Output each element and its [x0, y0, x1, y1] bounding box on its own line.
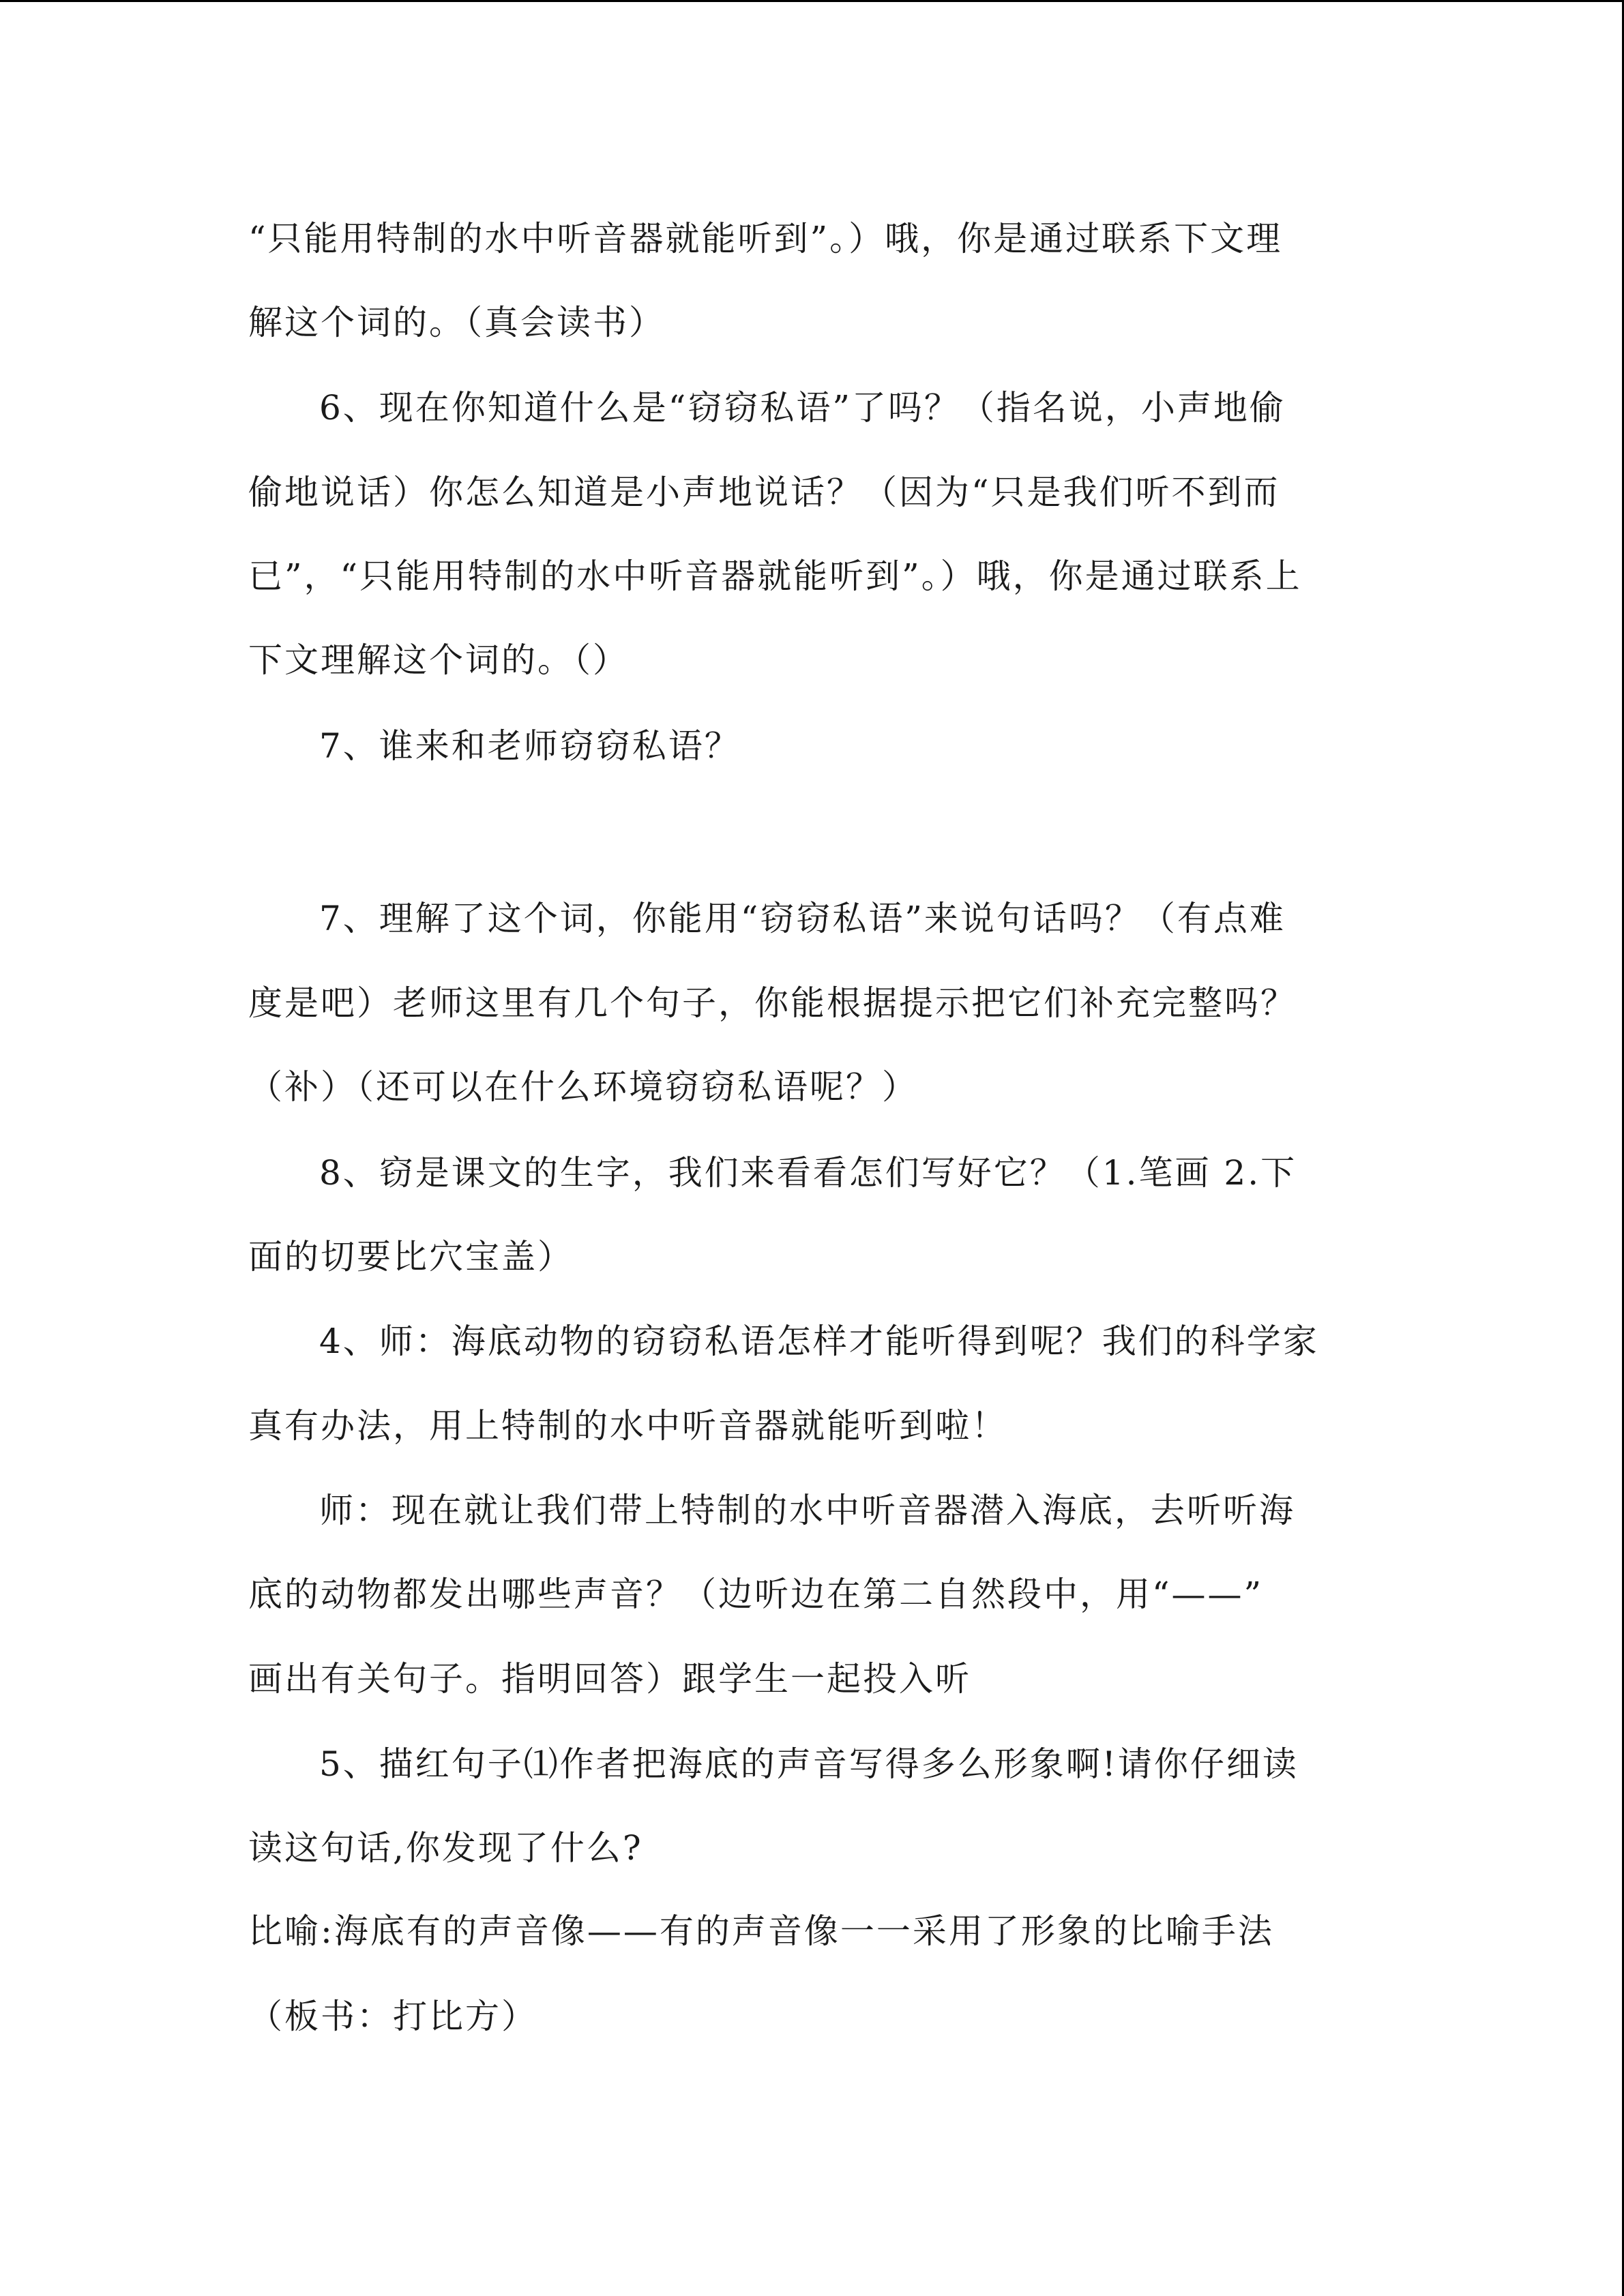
- teacher-line: 师：现在就让我们带上特制的水中听音器潜入海底，去听听海: [319, 1491, 1295, 1530]
- metaphor-line: 比喻:海底有的声音像——有的声音像一一采用了形象的比喻手法: [248, 1911, 1274, 1951]
- text-line: 解这个词的。（真会读书）: [248, 303, 665, 342]
- paragraph-5-line: 5、描红句子⑴作者把海底的声音写得多么形象啊!请你仔细读: [319, 1744, 1299, 1784]
- text-line: （补）（还可以在什么环境窃窃私语呢？）: [248, 1067, 918, 1107]
- text-line: 真有办法，用上特制的水中听音器就能听到啦！: [248, 1406, 1007, 1446]
- paragraph-7-question: 7、谁来和老师窃窃私语？: [319, 726, 741, 766]
- text-line: 底的动物都发出哪些声音？（边听边在第二自然段中，用“——”: [248, 1575, 1264, 1614]
- text-line: 偷地说话）你怎么知道是小声地说话？（因为“只是我们听不到而: [248, 473, 1280, 512]
- text-line: 已”，“只能用特制的水中听音器就能听到”。）哦，你是通过联系上: [248, 556, 1302, 596]
- paragraph-7-line: 7、理解了这个词，你能用“窃窃私语”来说句话吗？（有点难: [319, 899, 1286, 938]
- blackboard-note: （板书：打比方）: [248, 1997, 537, 2036]
- paragraph-4-line: 4、师：海底动物的窃窃私语怎样才能听得到呢？我们的科学家: [319, 1322, 1319, 1361]
- text-line: 读这句话,你发现了什么?: [248, 1828, 643, 1868]
- paragraph-6-line: 6、现在你知道什么是“窃窃私语”了吗？（指名说，小声地偷: [319, 388, 1286, 428]
- page-border-top: [0, 0, 1624, 2]
- text-line: 面的切要比穴宝盖）: [248, 1237, 574, 1277]
- paragraph-8-line: 8、窃是课文的生字，我们来看看怎们写好它？（1.笔画 2.下: [319, 1153, 1297, 1193]
- text-line: 下文理解这个词的。（）: [248, 640, 629, 680]
- text-line: 度是吧）老师这里有几个句子，你能根据提示把它们补充完整吗？: [248, 983, 1297, 1023]
- text-line: “只能用特制的水中听音器就能听到”。）哦，你是通过联系下文理: [248, 219, 1283, 258]
- text-line: 画出有关句子。指明回答）跟学生一起投入听: [248, 1659, 971, 1699]
